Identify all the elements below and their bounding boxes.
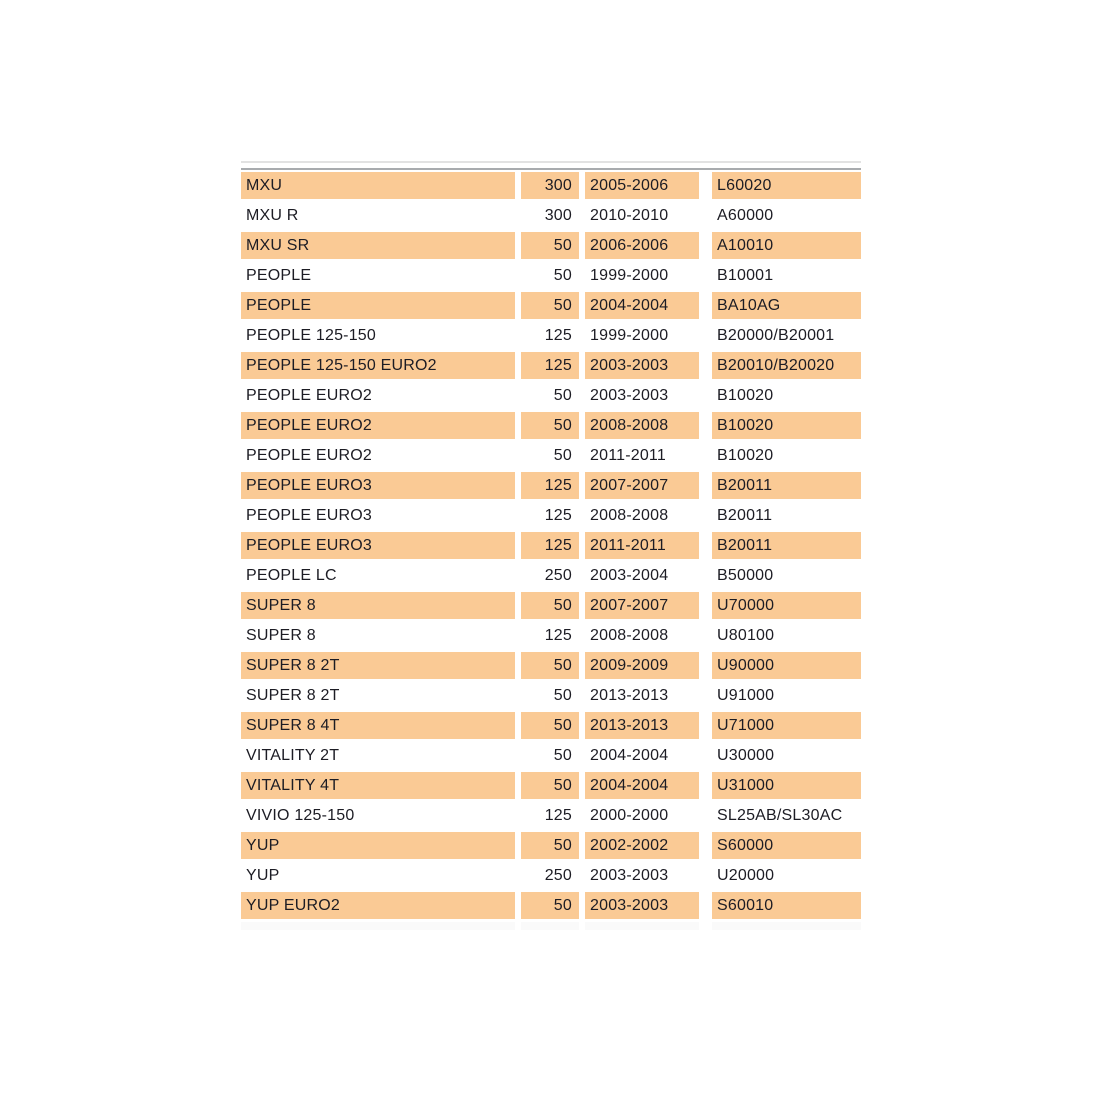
code-cell: B20011: [712, 472, 861, 499]
code-cell: L60020: [712, 172, 861, 199]
code-cell: B10020: [712, 442, 861, 469]
model-cell: SUPER 8 2T: [241, 682, 515, 709]
model-cell: YUP: [241, 862, 515, 889]
years-cell: 2004-2004: [585, 742, 699, 769]
model-cell: YUP EURO2: [241, 892, 515, 919]
partial-cc-cell: [521, 922, 579, 930]
model-cell: MXU R: [241, 202, 515, 229]
table-row: [241, 802, 861, 829]
partial-model-cell: [241, 922, 515, 930]
table-row: [241, 232, 861, 259]
model-cell: PEOPLE LC: [241, 562, 515, 589]
model-cell: PEOPLE: [241, 262, 515, 289]
code-cell: U20000: [712, 862, 861, 889]
years-cell: 2003-2003: [585, 892, 699, 919]
years-cell: 2004-2004: [585, 772, 699, 799]
code-cell: U90000: [712, 652, 861, 679]
years-cell: 2008-2008: [585, 622, 699, 649]
table-row: [241, 862, 861, 889]
years-cell: 2002-2002: [585, 832, 699, 859]
code-cell: B10020: [712, 412, 861, 439]
cc-cell: 50: [521, 232, 579, 259]
years-cell: 2007-2007: [585, 592, 699, 619]
table-row: [241, 712, 861, 739]
years-cell: 2007-2007: [585, 472, 699, 499]
cc-cell: 50: [521, 682, 579, 709]
code-cell: U30000: [712, 742, 861, 769]
cc-cell: 50: [521, 712, 579, 739]
cc-cell: 50: [521, 382, 579, 409]
table-row: [241, 442, 861, 469]
model-cell: PEOPLE EURO3: [241, 532, 515, 559]
table-row: [241, 322, 861, 349]
years-cell: 2011-2011: [585, 442, 699, 469]
years-cell: 1999-2000: [585, 322, 699, 349]
cc-cell: 250: [521, 862, 579, 889]
code-cell: U91000: [712, 682, 861, 709]
code-cell: U71000: [712, 712, 861, 739]
table-row: [241, 412, 861, 439]
years-cell: 2004-2004: [585, 292, 699, 319]
cc-cell: 50: [521, 832, 579, 859]
partial-bottom-row: [241, 922, 861, 930]
table-row: [241, 682, 861, 709]
cc-cell: 50: [521, 292, 579, 319]
code-cell: B20011: [712, 532, 861, 559]
table-row: [241, 292, 861, 319]
table-row: [241, 382, 861, 409]
model-cell: PEOPLE EURO2: [241, 382, 515, 409]
code-cell: B10001: [712, 262, 861, 289]
partial-years-cell: [585, 922, 699, 930]
partial-code-cell: [712, 922, 861, 930]
code-cell: U31000: [712, 772, 861, 799]
table-row: [241, 892, 861, 919]
cc-cell: 50: [521, 262, 579, 289]
years-cell: 2003-2003: [585, 382, 699, 409]
code-cell: A60000: [712, 202, 861, 229]
table-row: [241, 472, 861, 499]
cc-cell: 125: [521, 532, 579, 559]
model-cell: VIVIO 125-150: [241, 802, 515, 829]
table-row: [241, 652, 861, 679]
model-cell: PEOPLE 125-150 EURO2: [241, 352, 515, 379]
table-row: [241, 532, 861, 559]
table-row: [241, 502, 861, 529]
table-row: [241, 202, 861, 229]
code-cell: BA10AG: [712, 292, 861, 319]
cc-cell: 300: [521, 172, 579, 199]
table-row: [241, 592, 861, 619]
table-row: [241, 622, 861, 649]
years-cell: 1999-2000: [585, 262, 699, 289]
model-cell: PEOPLE: [241, 292, 515, 319]
model-cell: PEOPLE EURO3: [241, 472, 515, 499]
years-cell: 2008-2008: [585, 502, 699, 529]
table-row: [241, 742, 861, 769]
cc-cell: 50: [521, 652, 579, 679]
table-row: [241, 172, 861, 199]
code-cell: B20000/B20001: [712, 322, 861, 349]
model-cell: PEOPLE 125-150: [241, 322, 515, 349]
code-cell: A10010: [712, 232, 861, 259]
cc-cell: 125: [521, 802, 579, 829]
years-cell: 2005-2006: [585, 172, 699, 199]
model-cell: PEOPLE EURO3: [241, 502, 515, 529]
cc-cell: 50: [521, 742, 579, 769]
top-divider-strong: [241, 168, 861, 170]
years-cell: 2011-2011: [585, 532, 699, 559]
cc-cell: 125: [521, 352, 579, 379]
cc-cell: 125: [521, 472, 579, 499]
top-divider-faint: [241, 161, 861, 163]
code-cell: SL25AB/SL30AC: [712, 802, 861, 829]
code-cell: U80100: [712, 622, 861, 649]
cc-cell: 250: [521, 562, 579, 589]
model-cell: YUP: [241, 832, 515, 859]
table-row: [241, 832, 861, 859]
years-cell: 2006-2006: [585, 232, 699, 259]
years-cell: 2008-2008: [585, 412, 699, 439]
model-cell: MXU: [241, 172, 515, 199]
code-cell: S60000: [712, 832, 861, 859]
model-cell: SUPER 8 2T: [241, 652, 515, 679]
cc-cell: 125: [521, 622, 579, 649]
cc-cell: 50: [521, 592, 579, 619]
years-cell: 2000-2000: [585, 802, 699, 829]
model-cell: SUPER 8: [241, 622, 515, 649]
model-cell: MXU SR: [241, 232, 515, 259]
years-cell: 2010-2010: [585, 202, 699, 229]
code-cell: B20010/B20020: [712, 352, 861, 379]
table-row: [241, 562, 861, 589]
cc-cell: 125: [521, 502, 579, 529]
cc-cell: 125: [521, 322, 579, 349]
cc-cell: 300: [521, 202, 579, 229]
code-cell: B20011: [712, 502, 861, 529]
years-cell: 2013-2013: [585, 712, 699, 739]
model-fitment-table: [241, 172, 861, 922]
cc-cell: 50: [521, 892, 579, 919]
code-cell: S60010: [712, 892, 861, 919]
code-cell: B50000: [712, 562, 861, 589]
model-cell: SUPER 8 4T: [241, 712, 515, 739]
table-row: [241, 772, 861, 799]
years-cell: 2009-2009: [585, 652, 699, 679]
years-cell: 2003-2004: [585, 562, 699, 589]
code-cell: B10020: [712, 382, 861, 409]
cc-cell: 50: [521, 772, 579, 799]
years-cell: 2003-2003: [585, 352, 699, 379]
model-cell: VITALITY 4T: [241, 772, 515, 799]
model-cell: PEOPLE EURO2: [241, 412, 515, 439]
years-cell: 2013-2013: [585, 682, 699, 709]
model-cell: PEOPLE EURO2: [241, 442, 515, 469]
model-cell: VITALITY 2T: [241, 742, 515, 769]
years-cell: 2003-2003: [585, 862, 699, 889]
cc-cell: 50: [521, 412, 579, 439]
table-row: [241, 352, 861, 379]
cc-cell: 50: [521, 442, 579, 469]
table-row: [241, 262, 861, 289]
model-cell: SUPER 8: [241, 592, 515, 619]
code-cell: U70000: [712, 592, 861, 619]
